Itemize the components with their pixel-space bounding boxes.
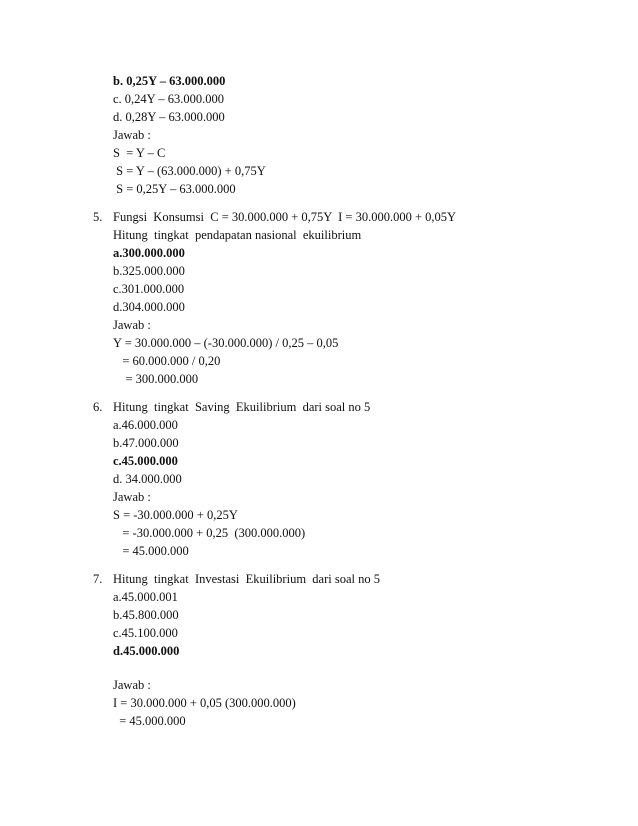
q5-option-b: b.325.000.000 [113,264,185,278]
q4-work-line: S = Y – (63.000.000) + 0,75Y [113,164,266,178]
q7-work-line: = 45.000.000 [113,714,186,728]
q5-work-line: = 300.000.000 [113,372,199,386]
q7-answer-label: Jawab : [113,678,151,692]
q7-option-d-correct: d.45.000.000 [113,644,180,658]
q6-number: 6. [93,400,103,414]
q5-option-d: d.304.000.000 [113,300,185,314]
q6-option-a: a.46.000.000 [113,418,178,432]
q6-option-c-correct: c.45.000.000 [113,454,178,468]
q7-option-a: a.45.000.001 [113,590,178,604]
q4-option-d: d. 0,28Y – 63.000.000 [113,110,225,124]
q5-number: 5. [93,210,103,224]
q5-work-line: Y = 30.000.000 – (-30.000.000) / 0,25 – 0,05 [113,336,339,350]
q4-work-line: S = 0,25Y – 63.000.000 [113,182,236,196]
q6-work-line: S = -30.000.000 + 0,25Y [113,508,238,522]
q6-answer-label: Jawab : [113,490,151,504]
q7-option-b: b.45.800.000 [113,608,179,622]
q6-question: Hitung tingkat Saving Ekuilibrium dari soal no 5 [113,400,371,414]
q4-option-b-correct: b. 0,25Y – 63.000.000 [113,74,226,88]
q5-question: Fungsi Konsumsi C = 30.000.000 + 0,75Y I = 30.000.000 + 0,05Y [113,210,457,224]
q7-work-line: I = 30.000.000 + 0,05 (300.000.000) [113,696,296,710]
q7-option-c: c.45.100.000 [113,626,178,640]
q4-answer-label: Jawab : [113,128,151,142]
q5-option-a-correct: a.300.000.000 [113,246,185,260]
q7-question: Hitung tingkat Investasi Ekuilibrium dari soal no 5 [113,572,380,586]
q5-question-line2: Hitung tingkat pendapatan nasional ekuilibrium [113,228,362,242]
q7-number: 7. [93,572,103,586]
q5-option-c: c.301.000.000 [113,282,185,296]
q4-work-line: S = Y – C [113,146,166,160]
q6-work-line: = -30.000.000 + 0,25 (300.000.000) [113,526,306,540]
q4-option-c: c. 0,24Y – 63.000.000 [113,92,224,106]
q6-option-b: b.47.000.000 [113,436,179,450]
q5-answer-label: Jawab : [113,318,151,332]
q6-option-d: d. 34.000.000 [113,472,182,486]
q6-work-line: = 45.000.000 [113,544,189,558]
q5-work-line: = 60.000.000 / 0,20 [113,354,221,368]
